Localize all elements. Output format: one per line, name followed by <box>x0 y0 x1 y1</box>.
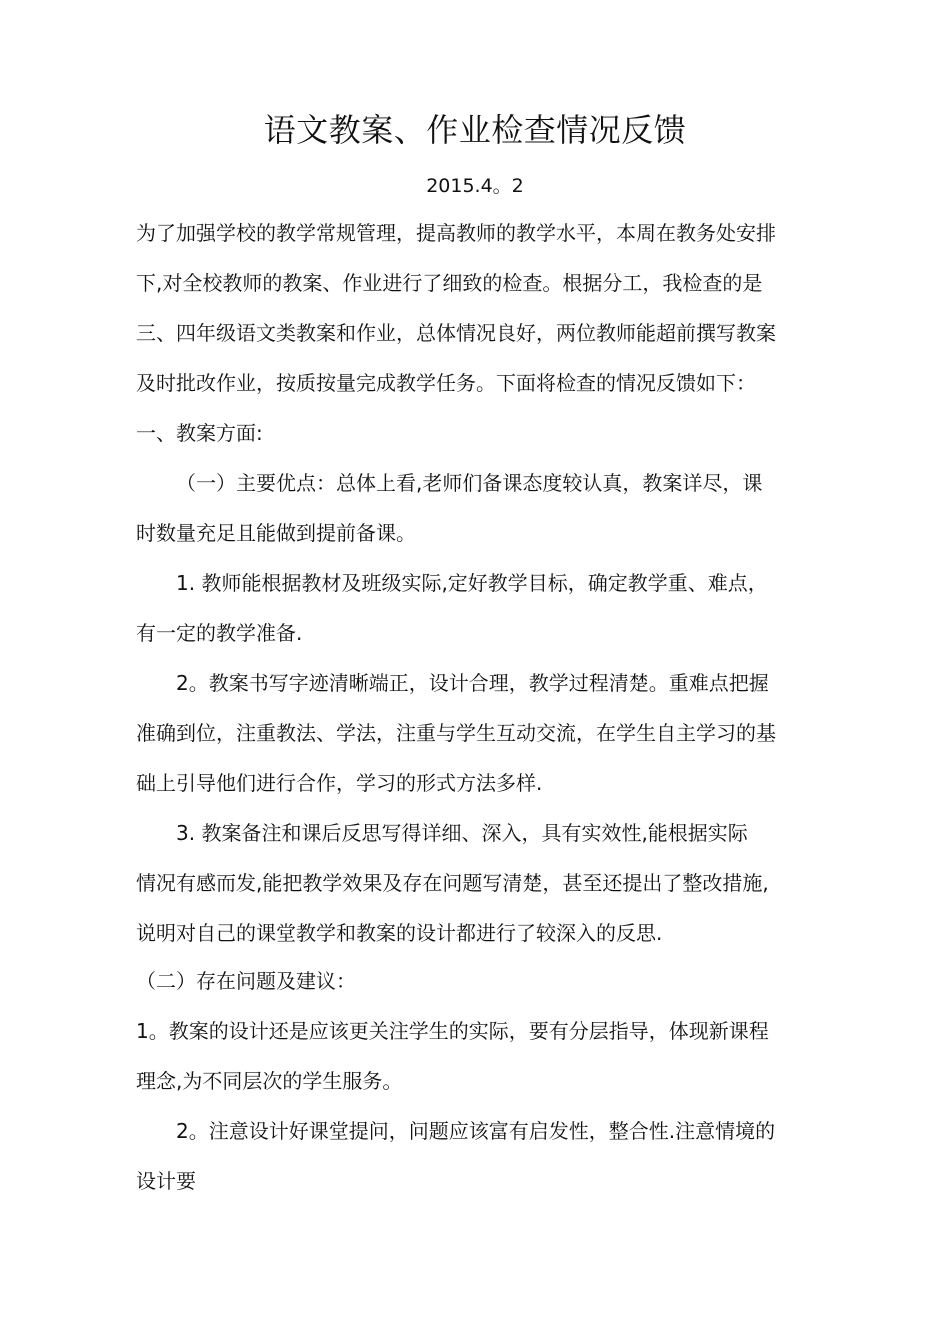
list-item: 2。注意设计好课堂提问，问题应该富有启发性，整合性.注意情境的 <box>176 1119 776 1143</box>
paragraph-line: 础上引导他们进行合作，学习的形式方法多样. <box>136 771 543 795</box>
paragraph-line: 时数量充足且能做到提前备课。 <box>136 521 416 545</box>
section-heading: 一、教案方面: <box>136 421 263 445</box>
list-item: 1. 教师能根据教材及班级实际,定好教学目标，确定教学重、难点， <box>176 571 768 595</box>
paragraph-line: 设计要 <box>136 1169 196 1193</box>
document-date: 2015.4。2 <box>426 175 524 197</box>
paragraph-line: 准确到位，注重教法、学法，注重与学生互动交流，在学生自主学习的基 <box>136 721 776 745</box>
subsection-heading: （二）存在问题及建议： <box>136 969 356 993</box>
document-title: 语文教案、作业检查情况反馈 <box>263 111 687 149</box>
list-item: 2。教案书写字迹清晰端正，设计合理，教学过程清楚。重难点把握 <box>176 671 769 695</box>
paragraph-line: 说明对自己的课堂教学和教案的设计都进行了较深入的反思. <box>136 921 663 945</box>
list-item: 1。教案的设计还是应该更关注学生的实际，要有分层指导，体现新课程 <box>136 1019 769 1043</box>
paragraph-line: 下,对全校教师的教案、作业进行了细致的检查。根据分工，我检查的是 <box>136 271 763 295</box>
paragraph-line: 三、四年级语文类教案和作业，总体情况良好，两位教师能超前撰写教案 <box>136 321 776 345</box>
paragraph-line: 理念,为不同层次的学生服务。 <box>136 1069 403 1093</box>
paragraph-line: 为了加强学校的教学常规管理，提高教师的教学水平，本周在教务处安排 <box>136 221 776 245</box>
paragraph-line: 及时批改作业，按质按量完成教学任务。下面将检查的情况反馈如下： <box>136 371 756 395</box>
paragraph-line: 情况有感而发,能把教学效果及存在问题写清楚，甚至还提出了整改措施, <box>136 871 769 895</box>
list-item: 3. 教案备注和课后反思写得详细、深入，具有实效性,能根据实际 <box>176 821 748 845</box>
paragraph-line: 有一定的教学准备. <box>136 621 303 645</box>
subsection-heading: （一）主要优点：总体上看,老师们备课态度较认真，教案详尽，课 <box>176 471 763 495</box>
